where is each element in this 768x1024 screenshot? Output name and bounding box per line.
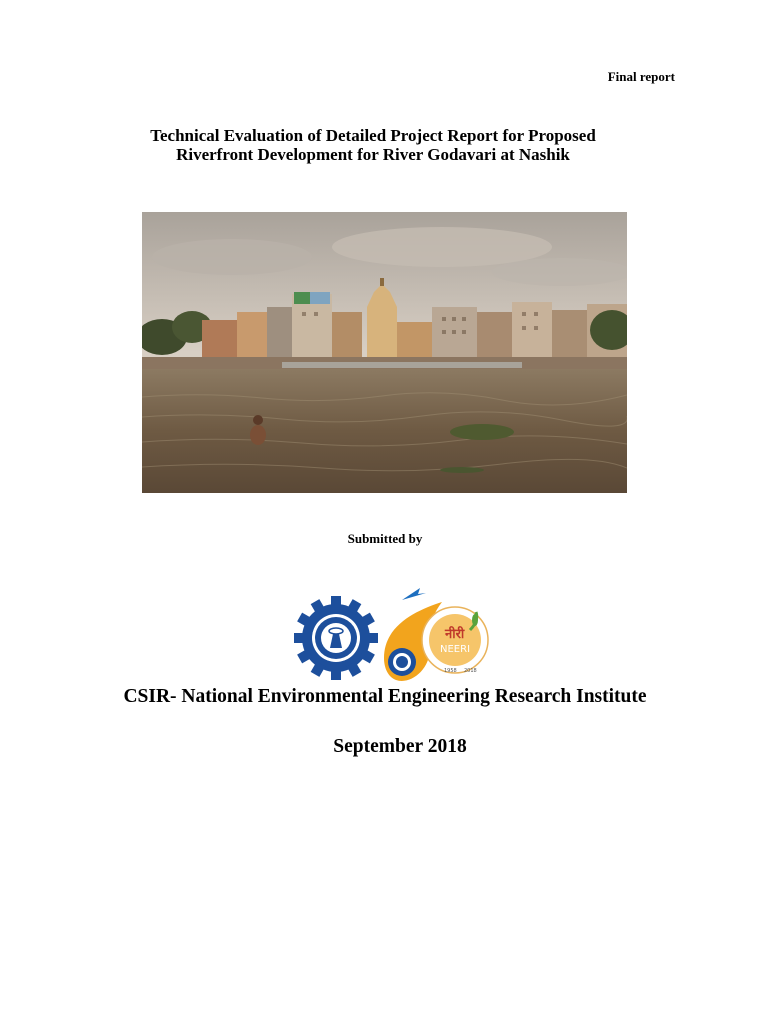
report-title	[0, 126, 746, 164]
csir-emblem-logo	[294, 596, 378, 680]
csir-neeri-logos	[292, 580, 492, 688]
institute-name: CSIR- National Environmental Engineering Research Institute	[123, 686, 647, 707]
submitted-by-label: Submitted by	[347, 531, 423, 546]
report-title-line-2: Riverfront Development for River Godavari at Nashik	[176, 145, 570, 164]
report-date: September 2018	[333, 736, 467, 757]
svg-text:1958: 1958	[444, 668, 457, 674]
svg-text:2018: 2018	[464, 668, 477, 674]
svg-text:NEERI: NEERI	[440, 644, 471, 655]
report-title-line-1: Technical Evaluation of Detailed Project Report for Proposed	[150, 126, 596, 145]
report-status-label: Final report	[607, 69, 675, 84]
neeri-jubilee-logo	[384, 588, 488, 681]
cover-photo-godavari-riverfront	[142, 212, 627, 493]
svg-text:नीरी: नीरी	[445, 627, 465, 642]
